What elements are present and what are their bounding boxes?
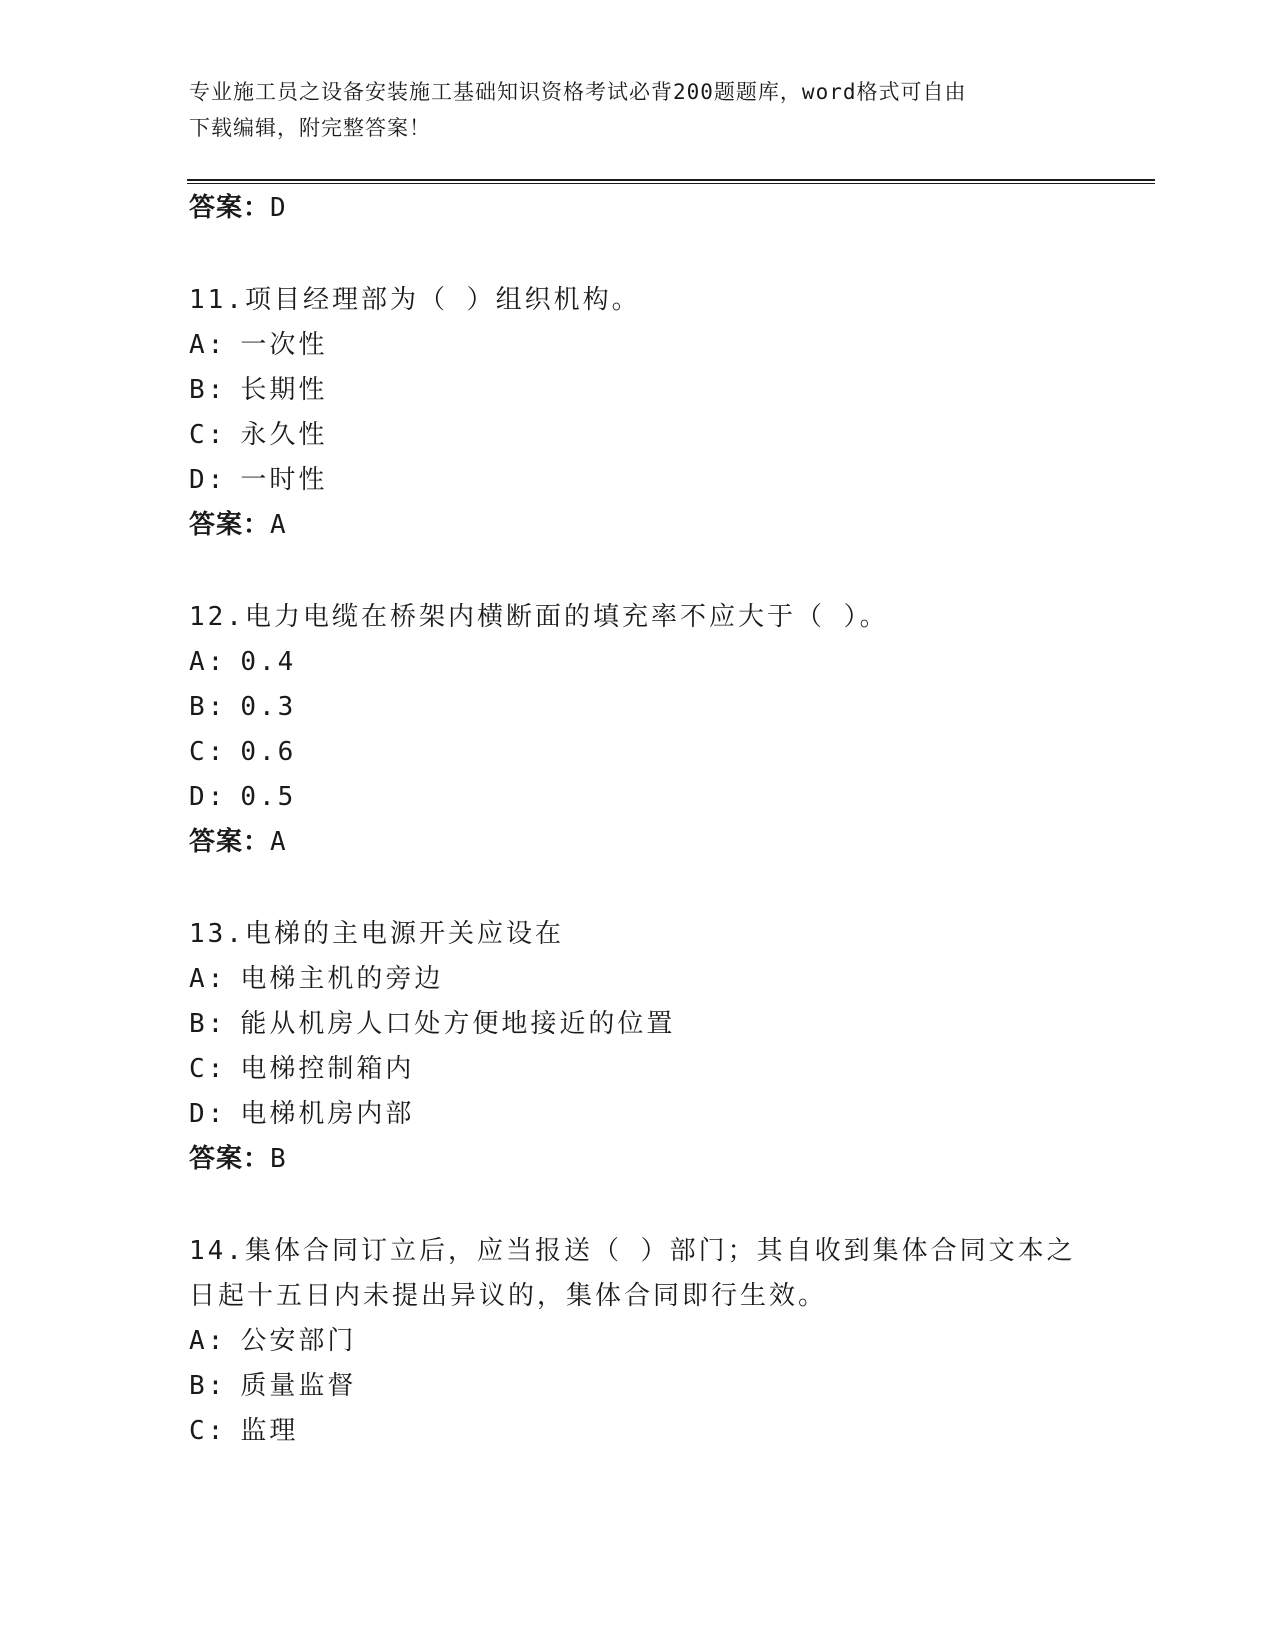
header-line-2: 下载编辑，附完整答案！ bbox=[189, 116, 431, 140]
option-text: 一次性 bbox=[240, 330, 328, 360]
option-text: 0.3 bbox=[240, 692, 297, 722]
option-key: C: bbox=[189, 1416, 227, 1446]
option-text: 能从机房人口处方便地接近的位置 bbox=[240, 1009, 676, 1039]
option-key: D: bbox=[189, 782, 227, 812]
option-key: C: bbox=[189, 737, 227, 767]
option-key: B: bbox=[189, 1371, 227, 1401]
document-header bbox=[189, 74, 1089, 146]
question-13-stem: 13.电梯的主电源开关应设在 bbox=[189, 919, 564, 949]
question-11-option-d bbox=[189, 463, 327, 497]
question-12-option-a bbox=[189, 645, 296, 679]
header-line-1: 专业施工员之设备安装施工基础知识资格考试必背200题题库，word格式可自由 bbox=[189, 80, 967, 104]
option-text: 电梯机房内部 bbox=[240, 1099, 415, 1129]
option-key: B: bbox=[189, 375, 227, 405]
option-key: C: bbox=[189, 1054, 227, 1084]
question-12-option-c bbox=[189, 735, 296, 769]
option-key: D: bbox=[189, 1099, 227, 1129]
answer-value: D bbox=[270, 193, 287, 223]
question-13-option-c bbox=[189, 1052, 414, 1086]
option-text: 一时性 bbox=[240, 465, 328, 495]
option-text: 0.6 bbox=[240, 737, 297, 767]
option-key: D: bbox=[189, 465, 227, 495]
option-text: 永久性 bbox=[240, 420, 328, 450]
option-key: A: bbox=[189, 330, 227, 360]
answer-label: 答案： bbox=[189, 193, 271, 223]
option-text: 0.4 bbox=[240, 647, 297, 677]
question-11-option-a bbox=[189, 328, 327, 362]
header-rule-thick bbox=[187, 179, 1155, 181]
option-key: C: bbox=[189, 420, 227, 450]
option-text: 质量监督 bbox=[240, 1371, 357, 1401]
answer-value: A bbox=[270, 510, 287, 540]
question-13-option-b bbox=[189, 1007, 675, 1041]
option-text: 0.5 bbox=[240, 782, 297, 812]
question-13-answer bbox=[189, 1142, 287, 1176]
question-13-option-a bbox=[189, 962, 443, 996]
question-14-option-b bbox=[189, 1369, 356, 1403]
option-key: A: bbox=[189, 964, 227, 994]
question-11-answer bbox=[189, 508, 287, 542]
answer-value: B bbox=[270, 1144, 287, 1174]
question-14-option-a bbox=[189, 1324, 356, 1358]
question-14-stem-line-2: 日起十五日内未提出异议的，集体合同即行生效。 bbox=[189, 1281, 828, 1311]
answer-label: 答案： bbox=[189, 827, 271, 857]
question-11-stem: 11.项目经理部为（ ）组织机构。 bbox=[189, 285, 641, 315]
option-text: 监理 bbox=[240, 1416, 299, 1446]
answer-label: 答案： bbox=[189, 510, 271, 540]
previous-answer bbox=[189, 191, 287, 225]
option-text: 电梯控制箱内 bbox=[240, 1054, 415, 1084]
answer-label: 答案： bbox=[189, 1144, 271, 1174]
option-key: A: bbox=[189, 647, 227, 677]
header-rule-thin bbox=[187, 183, 1155, 184]
question-14-option-c bbox=[189, 1414, 298, 1448]
question-13-option-d bbox=[189, 1097, 414, 1131]
question-12-stem: 12.电力电缆在桥架内横断面的填充率不应大于（ ）。 bbox=[189, 602, 889, 632]
option-key: B: bbox=[189, 1009, 227, 1039]
question-11-option-c bbox=[189, 418, 327, 452]
question-12-option-b bbox=[189, 690, 296, 724]
option-text: 电梯主机的旁边 bbox=[240, 964, 444, 994]
option-key: A: bbox=[189, 1326, 227, 1356]
question-14-stem-line-1: 14.集体合同订立后，应当报送（ ）部门；其自收到集体合同文本之 bbox=[189, 1236, 1076, 1266]
answer-value: A bbox=[270, 827, 287, 857]
question-12-option-d bbox=[189, 780, 296, 814]
option-text: 长期性 bbox=[240, 375, 328, 405]
question-12-answer bbox=[189, 825, 287, 859]
option-text: 公安部门 bbox=[240, 1326, 357, 1356]
question-11-option-b bbox=[189, 373, 327, 407]
option-key: B: bbox=[189, 692, 227, 722]
